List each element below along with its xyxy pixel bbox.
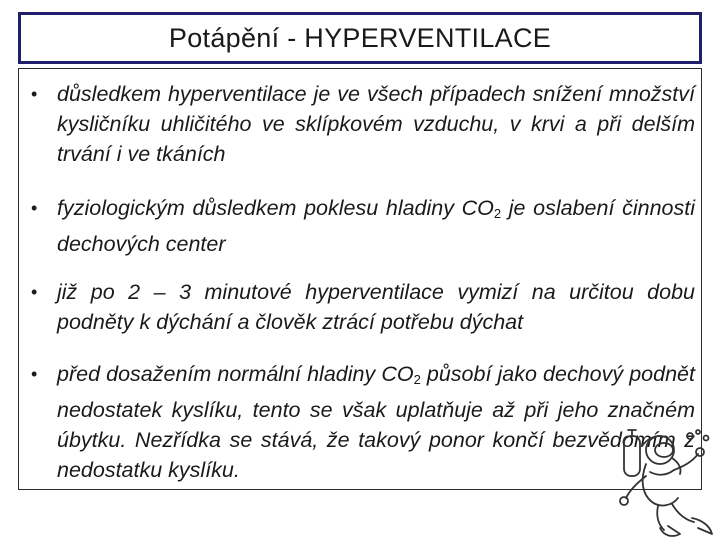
slide-title: Potápění - HYPERVENTILACE: [168, 22, 552, 53]
content-box: [18, 68, 702, 490]
subscript: 2: [493, 206, 502, 221]
subscript: 2: [413, 372, 421, 387]
bullet-marker: •: [31, 84, 38, 104]
bullet-item: [19, 193, 703, 259]
bullet-item: [19, 79, 703, 169]
bullet-text: před dosažením normální hladiny $CO_2$ působí jako dechový podnět nedostatek kyslíku, tento se však uplatňuje až při jeho značném úbytku. Nezřídka se stává, že takový ponor končí bezvědomím z nedostatku kyslíku.: [57, 362, 695, 482]
bullet-text: již po 2 – 3 minutové hyperventilace vymizí na určitou dobu podněty k dýchání a člověk ztrácí potřebu dýchat: [57, 280, 695, 334]
bullet-marker: •: [31, 364, 38, 384]
bullet-text: fyziologickým důsledkem poklesu hladiny $CO_2$ je oslabení činnosti dechových center: [57, 196, 695, 256]
bullet-text: důsledkem hyperventilace je ve všech případech snížení množství kysličníku uhličitého ve sklípkovém vzduchu, v krvi a při delším trvání i ve tkáních: [57, 82, 695, 166]
slide-title-box: [18, 12, 702, 64]
bullet-item: [19, 277, 703, 337]
bullet-marker: •: [31, 282, 38, 302]
bullet-item: [19, 359, 703, 485]
bullet-marker: •: [31, 198, 38, 218]
scuba-diver-icon: [602, 428, 720, 540]
